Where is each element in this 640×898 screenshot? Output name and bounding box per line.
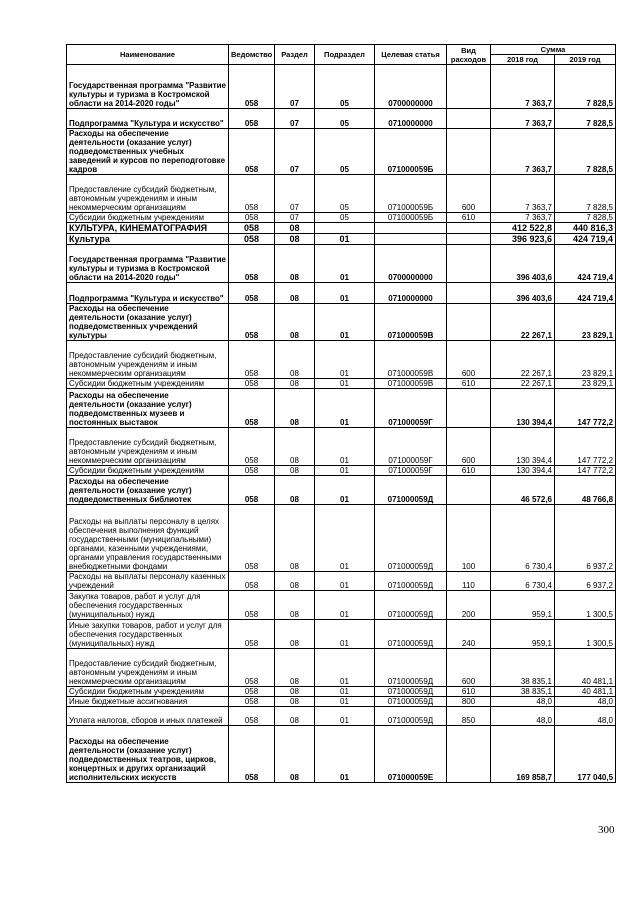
- row-razdel: 08: [275, 304, 315, 341]
- row-podrazdel: 01: [315, 687, 375, 697]
- row-sum-2018: 412 522,8: [491, 223, 555, 234]
- row-expense-type: 600: [447, 649, 491, 687]
- table-row: [67, 65, 616, 109]
- row-sum-2018: 46 572,6: [491, 476, 555, 505]
- row-razdel: 08: [275, 223, 315, 234]
- row-name: Подпрограмма "Культура и искусство": [67, 283, 229, 304]
- row-sum-2019: 1 300,5: [555, 591, 616, 620]
- row-sum-2018: 38 835,1: [491, 687, 555, 697]
- row-vedomstvo: 058: [229, 707, 275, 726]
- row-expense-type: 100: [447, 505, 491, 572]
- row-target-article: 071000059Д: [375, 620, 447, 649]
- table-row: [67, 234, 616, 245]
- row-sum-2019: 147 772,2: [555, 466, 616, 476]
- table-row: [67, 389, 616, 428]
- row-sum-2019: 1 300,5: [555, 620, 616, 649]
- row-razdel: 08: [275, 591, 315, 620]
- table-row: [67, 466, 616, 476]
- row-sum-2019: 7 828,5: [555, 175, 616, 213]
- row-vedomstvo: 058: [229, 389, 275, 428]
- row-name: Субсидии бюджетным учреждениям: [67, 687, 229, 697]
- row-target-article: 071000059Г: [375, 428, 447, 466]
- row-sum-2018: 7 363,7: [491, 65, 555, 109]
- row-target-article: 0710000000: [375, 109, 447, 129]
- row-podrazdel: 01: [315, 707, 375, 726]
- table-row: [67, 620, 616, 649]
- row-name: Предоставление субсидий бюджетным, автономным учреждениям и иным некоммерческим организациям: [67, 649, 229, 687]
- row-vedomstvo: 058: [229, 620, 275, 649]
- row-expense-type: 610: [447, 687, 491, 697]
- row-razdel: 07: [275, 65, 315, 109]
- row-sum-2019: 6 937,2: [555, 505, 616, 572]
- header-name: Наименование: [67, 45, 229, 65]
- row-vedomstvo: 058: [229, 379, 275, 389]
- row-name: Субсидии бюджетным учреждениям: [67, 466, 229, 476]
- budget-table: [66, 44, 616, 783]
- row-target-article: 071000059Б: [375, 213, 447, 223]
- row-expense-type: 200: [447, 591, 491, 620]
- row-sum-2019: 7 828,5: [555, 129, 616, 175]
- row-expense-type: [447, 726, 491, 783]
- table-row: [67, 129, 616, 175]
- row-sum-2019: 40 481,1: [555, 687, 616, 697]
- row-razdel: 07: [275, 129, 315, 175]
- row-sum-2018: 130 394,4: [491, 389, 555, 428]
- table-row: [67, 697, 616, 707]
- row-target-article: 0700000000: [375, 245, 447, 283]
- row-razdel: 08: [275, 649, 315, 687]
- row-name: Подпрограмма "Культура и искусство": [67, 109, 229, 129]
- row-razdel: 07: [275, 175, 315, 213]
- row-sum-2018: 959,1: [491, 591, 555, 620]
- row-sum-2018: 6 730,4: [491, 572, 555, 591]
- table-row: [67, 223, 616, 234]
- row-razdel: 08: [275, 697, 315, 707]
- row-sum-2019: 7 828,5: [555, 65, 616, 109]
- row-name: Уплата налогов, сборов и иных платежей: [67, 707, 229, 726]
- row-target-article: 071000059Д: [375, 687, 447, 697]
- row-target-article: 071000059Б: [375, 129, 447, 175]
- row-target-article: 071000059Д: [375, 476, 447, 505]
- row-sum-2019: 424 719,4: [555, 245, 616, 283]
- row-name: Предоставление субсидий бюджетным, автономным учреждениям и иным некоммерческим организациям: [67, 175, 229, 213]
- row-podrazdel: 05: [315, 109, 375, 129]
- row-sum-2018: 7 363,7: [491, 109, 555, 129]
- row-name: Предоставление субсидий бюджетным, автономным учреждениям и иным некоммерческим организациям: [67, 341, 229, 379]
- row-vedomstvo: 058: [229, 466, 275, 476]
- row-vedomstvo: 058: [229, 505, 275, 572]
- table-row: [67, 341, 616, 379]
- row-target-article: 071000059Д: [375, 572, 447, 591]
- table-row: [67, 476, 616, 505]
- header-sum: Сумма: [491, 45, 616, 55]
- row-name: Иные бюджетные ассигнования: [67, 697, 229, 707]
- row-target-article: 071000059В: [375, 379, 447, 389]
- row-podrazdel: 01: [315, 283, 375, 304]
- table-row: [67, 304, 616, 341]
- row-sum-2018: 130 394,4: [491, 428, 555, 466]
- row-expense-type: [447, 223, 491, 234]
- row-podrazdel: 01: [315, 389, 375, 428]
- row-sum-2018: 22 267,1: [491, 341, 555, 379]
- row-expense-type: [447, 304, 491, 341]
- row-target-article: 071000059Г: [375, 466, 447, 476]
- row-sum-2019: 7 828,5: [555, 109, 616, 129]
- row-razdel: 08: [275, 707, 315, 726]
- budget-document: [66, 44, 615, 783]
- row-razdel: 08: [275, 245, 315, 283]
- row-expense-type: 610: [447, 466, 491, 476]
- row-vedomstvo: 058: [229, 697, 275, 707]
- table-row: [67, 707, 616, 726]
- row-name: Расходы на обеспечение деятельности (оказание услуг) подведомственных театров, цирков, концертных и других организаций исполнительских искусств: [67, 726, 229, 783]
- row-sum-2018: 169 858,7: [491, 726, 555, 783]
- row-podrazdel: 01: [315, 476, 375, 505]
- row-vedomstvo: 058: [229, 234, 275, 245]
- row-podrazdel: 01: [315, 466, 375, 476]
- row-sum-2018: 22 267,1: [491, 379, 555, 389]
- row-expense-type: [447, 129, 491, 175]
- row-name: Расходы на обеспечение деятельности (оказание услуг) подведомственных учреждений культуры: [67, 304, 229, 341]
- row-podrazdel: 01: [315, 379, 375, 389]
- row-name: Государственная программа "Развитие культуры и туризма в Костромской области на 2014-2020 годы": [67, 245, 229, 283]
- table-row: [67, 428, 616, 466]
- row-expense-type: 600: [447, 428, 491, 466]
- row-razdel: 08: [275, 379, 315, 389]
- header-2019: 2019 год: [555, 55, 616, 65]
- row-podrazdel: 01: [315, 505, 375, 572]
- row-vedomstvo: 058: [229, 129, 275, 175]
- row-expense-type: [447, 283, 491, 304]
- row-expense-type: [447, 234, 491, 245]
- row-vedomstvo: 058: [229, 109, 275, 129]
- table-row: [67, 283, 616, 304]
- row-sum-2018: 7 363,7: [491, 129, 555, 175]
- table-header: [67, 45, 616, 65]
- table-row: [67, 109, 616, 129]
- row-vedomstvo: 058: [229, 726, 275, 783]
- row-name: Расходы на обеспечение деятельности (оказание услуг) подведомственных музеев и постоянных выставок: [67, 389, 229, 428]
- row-razdel: 08: [275, 341, 315, 379]
- row-podrazdel: 05: [315, 175, 375, 213]
- header-expense-type: Вид расходов: [447, 45, 491, 65]
- row-expense-type: 600: [447, 341, 491, 379]
- table-row: [67, 572, 616, 591]
- row-vedomstvo: 058: [229, 65, 275, 109]
- table-row: [67, 591, 616, 620]
- row-razdel: 07: [275, 109, 315, 129]
- row-vedomstvo: 058: [229, 213, 275, 223]
- row-target-article: 0700000000: [375, 65, 447, 109]
- row-sum-2018: 396 403,6: [491, 283, 555, 304]
- row-name: Государственная программа "Развитие культуры и туризма в Костромской области на 2014-2020 годы": [67, 65, 229, 109]
- row-sum-2019: 177 040,5: [555, 726, 616, 783]
- row-podrazdel: 01: [315, 620, 375, 649]
- row-vedomstvo: 058: [229, 649, 275, 687]
- row-sum-2019: 6 937,2: [555, 572, 616, 591]
- row-expense-type: [447, 245, 491, 283]
- row-podrazdel: 01: [315, 726, 375, 783]
- row-expense-type: [447, 109, 491, 129]
- row-sum-2019: 23 829,1: [555, 304, 616, 341]
- row-target-article: 071000059Е: [375, 726, 447, 783]
- row-vedomstvo: 058: [229, 572, 275, 591]
- row-name: Расходы на выплаты персоналу казенных учреждений: [67, 572, 229, 591]
- row-podrazdel: 01: [315, 572, 375, 591]
- row-podrazdel: 01: [315, 234, 375, 245]
- row-target-article: 071000059В: [375, 341, 447, 379]
- row-vedomstvo: 058: [229, 283, 275, 304]
- row-target-article: 071000059Г: [375, 389, 447, 428]
- row-target-article: 071000059Б: [375, 175, 447, 213]
- row-expense-type: 240: [447, 620, 491, 649]
- table-row: [67, 379, 616, 389]
- header-2018: 2018 год: [491, 55, 555, 65]
- row-sum-2018: 48,0: [491, 697, 555, 707]
- row-sum-2019: 147 772,2: [555, 389, 616, 428]
- row-name: Культура: [67, 234, 229, 245]
- row-vedomstvo: 058: [229, 476, 275, 505]
- row-sum-2018: 48,0: [491, 707, 555, 726]
- table-row: [67, 687, 616, 697]
- row-vedomstvo: 058: [229, 591, 275, 620]
- row-vedomstvo: 058: [229, 304, 275, 341]
- header-podrazdel: Подраздел: [315, 45, 375, 65]
- row-sum-2019: 424 719,4: [555, 234, 616, 245]
- row-razdel: 08: [275, 620, 315, 649]
- row-sum-2019: 7 828,5: [555, 213, 616, 223]
- row-vedomstvo: 058: [229, 687, 275, 697]
- row-name: Расходы на выплаты персоналу в целях обеспечения выполнения функций государственными (муниципальными) органами, казенными учреждениями, органами управления государственными внебюджетными фондами: [67, 505, 229, 572]
- table-row: [67, 505, 616, 572]
- row-razdel: 08: [275, 726, 315, 783]
- row-razdel: 08: [275, 687, 315, 697]
- row-razdel: 08: [275, 234, 315, 245]
- row-sum-2018: 6 730,4: [491, 505, 555, 572]
- row-name: Иные закупки товаров, работ и услуг для обеспечения государственных (муниципальных) нужд: [67, 620, 229, 649]
- row-sum-2019: 40 481,1: [555, 649, 616, 687]
- row-sum-2018: 130 394,4: [491, 466, 555, 476]
- row-target-article: [375, 234, 447, 245]
- row-name: Закупка товаров, работ и услуг для обеспечения государственных (муниципальных) нужд: [67, 591, 229, 620]
- row-vedomstvo: 058: [229, 428, 275, 466]
- row-sum-2018: 396 923,6: [491, 234, 555, 245]
- row-podrazdel: 01: [315, 697, 375, 707]
- row-target-article: 071000059Д: [375, 707, 447, 726]
- row-expense-type: [447, 389, 491, 428]
- row-podrazdel: [315, 223, 375, 234]
- page-number: 300: [598, 824, 615, 836]
- row-razdel: 07: [275, 213, 315, 223]
- row-expense-type: 110: [447, 572, 491, 591]
- row-sum-2018: 22 267,1: [491, 304, 555, 341]
- row-target-article: 0710000000: [375, 283, 447, 304]
- row-target-article: [375, 223, 447, 234]
- row-sum-2019: 424 719,4: [555, 283, 616, 304]
- row-podrazdel: 01: [315, 245, 375, 283]
- row-target-article: 071000059Д: [375, 505, 447, 572]
- row-podrazdel: 01: [315, 341, 375, 379]
- header-razdel: Раздел: [275, 45, 315, 65]
- row-target-article: 071000059Д: [375, 697, 447, 707]
- row-razdel: 08: [275, 466, 315, 476]
- row-podrazdel: 01: [315, 304, 375, 341]
- row-target-article: 071000059Д: [375, 649, 447, 687]
- header-vedomstvo: Ведомство: [229, 45, 275, 65]
- row-razdel: 08: [275, 476, 315, 505]
- row-sum-2019: 48,0: [555, 697, 616, 707]
- row-razdel: 08: [275, 389, 315, 428]
- row-expense-type: 800: [447, 697, 491, 707]
- row-expense-type: [447, 476, 491, 505]
- row-sum-2018: 7 363,7: [491, 175, 555, 213]
- table-row: [67, 245, 616, 283]
- row-podrazdel: 05: [315, 65, 375, 109]
- header-target-article: Целевая статья: [375, 45, 447, 65]
- row-target-article: 071000059Д: [375, 591, 447, 620]
- row-vedomstvo: 058: [229, 175, 275, 213]
- table-row: [67, 213, 616, 223]
- row-razdel: 08: [275, 572, 315, 591]
- row-vedomstvo: 058: [229, 341, 275, 379]
- row-vedomstvo: 058: [229, 245, 275, 283]
- row-podrazdel: 01: [315, 649, 375, 687]
- row-expense-type: 610: [447, 379, 491, 389]
- table-row: [67, 649, 616, 687]
- row-sum-2019: 23 829,1: [555, 379, 616, 389]
- row-sum-2018: 38 835,1: [491, 649, 555, 687]
- table-row: [67, 726, 616, 783]
- row-sum-2019: 147 772,2: [555, 428, 616, 466]
- row-sum-2019: 440 816,3: [555, 223, 616, 234]
- row-expense-type: [447, 65, 491, 109]
- row-sum-2019: 48 766,8: [555, 476, 616, 505]
- row-sum-2018: 7 363,7: [491, 213, 555, 223]
- row-podrazdel: 05: [315, 213, 375, 223]
- row-podrazdel: 01: [315, 591, 375, 620]
- row-name: Предоставление субсидий бюджетным, автономным учреждениям и иным некоммерческим организациям: [67, 428, 229, 466]
- row-razdel: 08: [275, 428, 315, 466]
- row-sum-2018: 959,1: [491, 620, 555, 649]
- row-expense-type: 600: [447, 175, 491, 213]
- row-razdel: 08: [275, 283, 315, 304]
- row-vedomstvo: 058: [229, 223, 275, 234]
- row-name: Расходы на обеспечение деятельности (оказание услуг) подведомственных учебных заведений и курсов по переподготовке кадров: [67, 129, 229, 175]
- row-sum-2019: 23 829,1: [555, 341, 616, 379]
- row-name: КУЛЬТУРА, КИНЕМАТОГРАФИЯ: [67, 223, 229, 234]
- row-name: Субсидии бюджетным учреждениям: [67, 213, 229, 223]
- row-podrazdel: 01: [315, 428, 375, 466]
- table-row: [67, 175, 616, 213]
- row-podrazdel: 05: [315, 129, 375, 175]
- row-name: Субсидии бюджетным учреждениям: [67, 379, 229, 389]
- row-sum-2019: 48,0: [555, 707, 616, 726]
- row-expense-type: 610: [447, 213, 491, 223]
- table-body: [67, 65, 616, 783]
- row-sum-2018: 396 403,6: [491, 245, 555, 283]
- row-expense-type: 850: [447, 707, 491, 726]
- row-razdel: 08: [275, 505, 315, 572]
- row-name: Расходы на обеспечение деятельности (оказание услуг) подведомственных библиотек: [67, 476, 229, 505]
- row-target-article: 071000059В: [375, 304, 447, 341]
